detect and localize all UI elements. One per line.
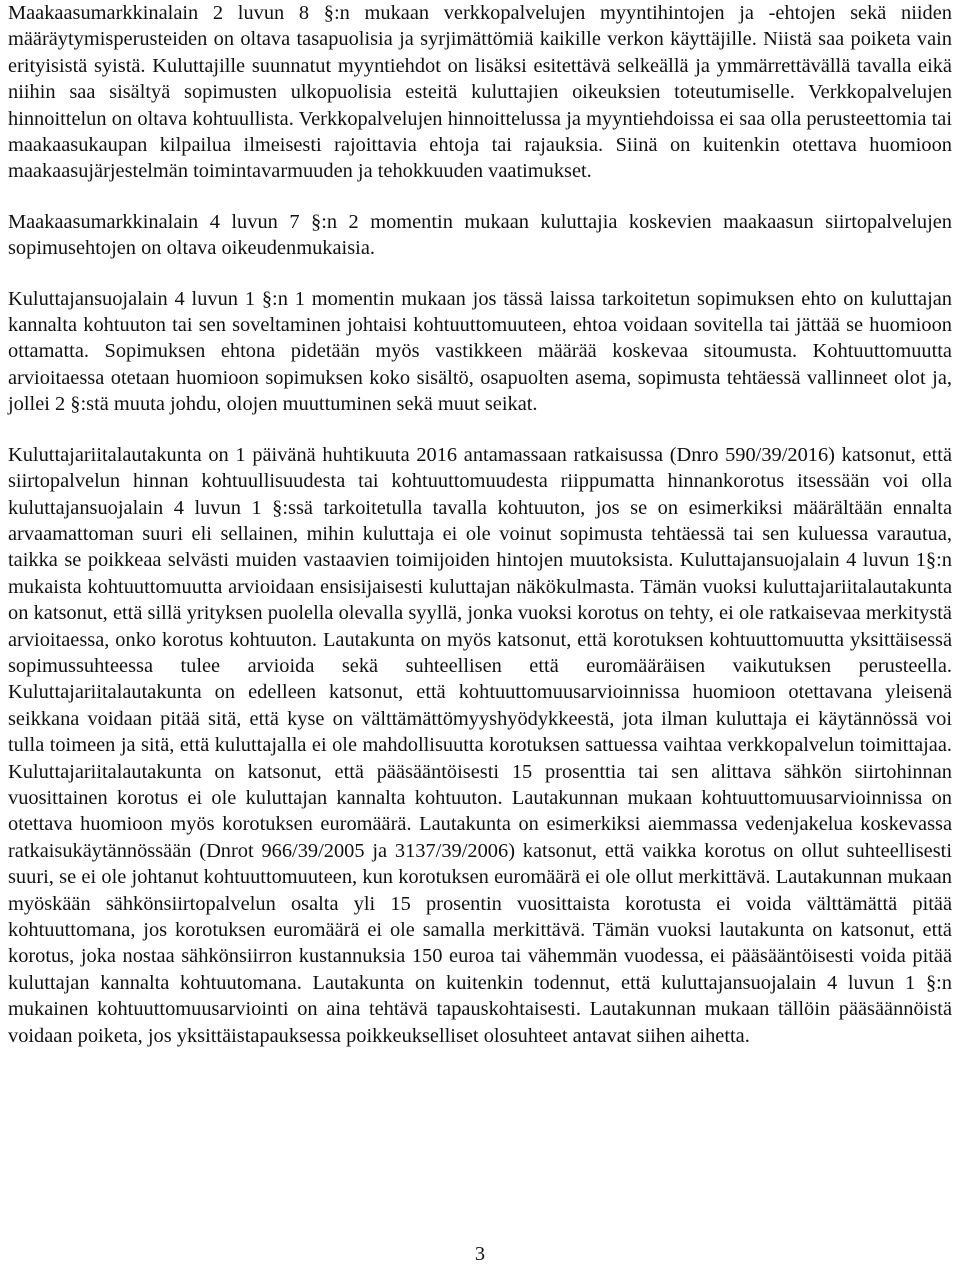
- page-number: 3: [474, 1243, 486, 1265]
- paragraph-kuluttajariitalautakunta: Kuluttajariitalautakunta on 1 päivänä huhtikuuta 2016 antamassaan ratkaisussa (Dnro 590/39/2016) katsonut, että siirtopalvelun hinnan kohtuullisuudesta tai kohtuuttomuudesta riippumatta hinnankorotus itsessään voi olla kuluttajansuojalain 4 luvun 1 §:ssä tarkoitetulla tavalla kohtuuton, jos se on esimerkiksi määrältään ennalta arvaamattoman suuri eli sellainen, mihin kuluttaja ei ole voinut sopimusta tehtäessä tai sen kuluessa varautua, taikka se poikkeaa selvästi muiden vastaavien toimijoiden hintojen muutoksista. Kuluttajansuojalain 4 luvun 1§:n mukaista kohtuuttomuutta arvioidaan ensisijaisesti kuluttajan näkökulmasta. Tämän vuoksi kuluttajariitalautakunta on katsonut, että sillä yrityksen puolella olevalla syyllä, jonka vuoksi korotus on tehty, ei ole ratkaisevaa merkitystä arvioitaessa, onko korotus kohtuuton. Lautakunta on myös katsonut, että korotuksen kohtuuttomuutta yksittäisessä sopimussuhteessa tulee arvioida sekä suhteellisen että euromääräisen vaikutuksen perusteella. Kuluttajariitalautakunta on edelleen katsonut, että kohtuuttomuusarvioinnissa huomioon otettavana yleisenä seikkana voidaan pitää sitä, että kyse on välttämättömyyshyödykkeestä, jota ilman kuluttaja ei käytännössä voi tulla toimeen ja sitä, että kuluttajalla ei ole mahdollisuutta korotuksen sattuessa vaihtaa verkkopalvelun toimittajaa. Kuluttajariitalautakunta on katsonut, että pääsääntöisesti 15 prosenttia tai sen alittava sähkön siirtohinnan vuosittainen korotus ei ole kuluttajan kannalta kohtuuton. Lautakunnan mukaan kohtuuttomuusarvioinnissa on otettava huomioon myös korotuksen euromäärä. Lautakunta on esimerkiksi aiemmassa vedenjakelua koskevassa ratkaisukäytännössään (Dnrot 966/39/2005 ja 3137/39/2006) katsonut, että vaikka korotus on ollut suhteellisesti suuri, se ei ole johtanut kohtuuttomuuteen, kun korotuksen euromäärä ei ole ollut merkittävä. Lautakunnan mukaan myöskään sähkönsiirtopalvelun osalta yli 15 prosentin vuosittaista korotusta ei voida välttämättä pitää kohtuuttomana, jos korotuksen euromäärä ei ole samalla merkittävä. Tämän vuoksi lautakunta on katsonut, että korotus, joka nostaa sähkönsiirron kustannuksia 150 euroa tai vähemmän vuodessa, ei pääsääntöisesti voida pitää kuluttajan kannalta kohtuutomana. Lautakunta on kuitenkin todennut, että kuluttajansuojalain 4 luvun 1 §:n mukainen kohtuuttomuusarviointi on aina tehtävä tapauskohtaisesti. Lautakunnan mukaan tällöin pääsäännöistä voidaan poiketa, jos yksittäistapauksessa poikkeukselliset olosuhteet antavat siihen aihetta.: [8, 443, 952, 1047]
- paragraph-kuluttajansuojalaki-4-1: Kuluttajansuojalain 4 luvun 1 §:n 1 momentin mukaan jos tässä laissa tarkoitetun sopimuksen ehto on kuluttajan kannalta kohtuuton tai sen soveltaminen johtaisi kohtuuttomuuteen, ehtoa voidaan sovitella tai jättää se huomioon ottamatta. Sopimuksen ehtona pidetään myös vastikkeen määrää koskevaa sitoumusta. Kohtuuttomuutta arvioitaessa otetaan huomioon sopimuksen koko sisältö, osapuolten asema, sopimusta tehtäessä vallinneet olot ja, jollei 2 §:stä muuta johdu, olojen muuttuminen sekä muut seikat.: [8, 287, 952, 416]
- document-page: [8, 0, 952, 1049]
- paragraph-maakaasumarkkinalaki-4-7: Maakaasumarkkinalain 4 luvun 7 §:n 2 momentin mukaan kuluttajia koskevien maakaasun siirtopalvelujen sopimusehtojen on oltava oikeudenmukaisia.: [8, 210, 952, 260]
- paragraph-maakaasumarkkinalaki-2-8: Maakaasumarkkinalain 2 luvun 8 §:n mukaan verkkopalvelujen myyntihintojen ja -ehtojen sekä niiden määräytymisperusteiden on oltava tasapuolisia ja syrjimättömiä kaikille verkon käyttäjille. Niistä saa poiketa vain erityisistä syistä. Kuluttajille suunnatut myyntiehdot on lisäksi esitettävä selkeällä ja ymmärrettävällä tavalla eikä niihin saa sisältyä sopimusten ulkopuolisia esteitä kuluttajien oikeuksien toteutumiselle. Verkkopalvelujen hinnoittelun on oltava kohtuullista. Verkkopalvelujen hinnoittelussa ja myyntiehdoissa ei saa olla perusteettomia tai maakaasukaupan kilpailua ilmeisesti rajoittavia ehtoja tai rajauksia. Siinä on kuitenkin otettava huomioon maakaasujärjestelmän toimintavarmuuden ja tehokkuuden vaatimukset.: [8, 2, 952, 183]
